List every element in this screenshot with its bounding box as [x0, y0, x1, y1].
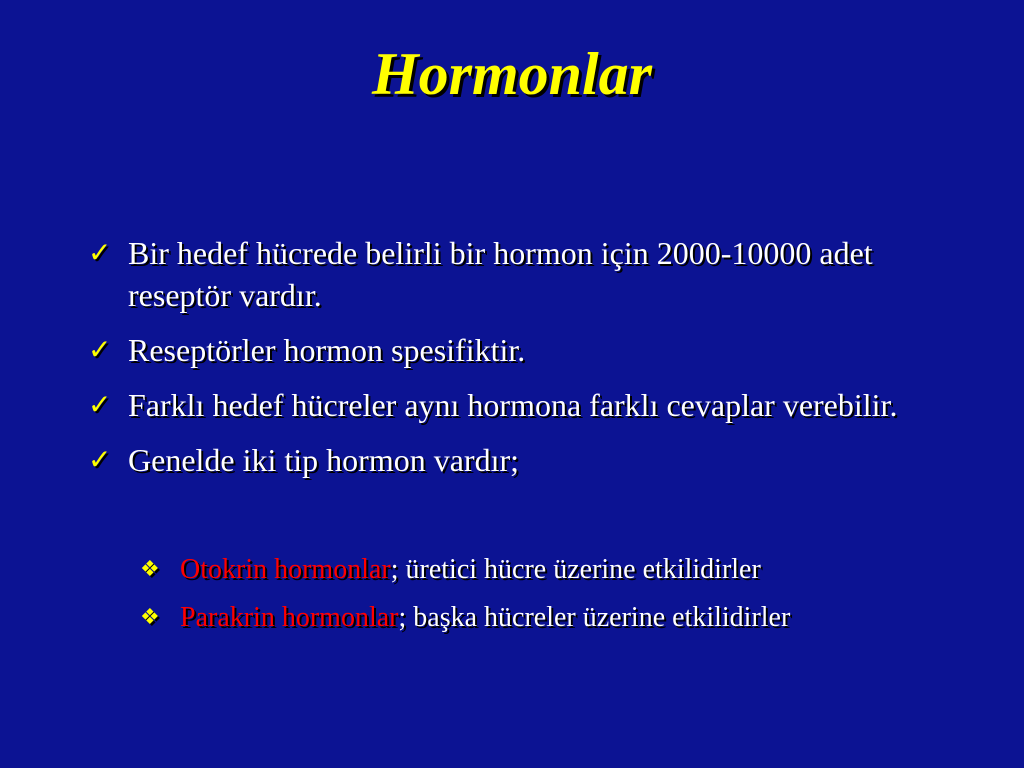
sub-bullet-text: ; üretici hücre üzerine etkilidirler: [390, 554, 761, 585]
bullet-text: Genelde iki tip hormon vardır;: [128, 442, 520, 478]
bullet-text: Farklı hedef hücreler aynı hormona farklı cevaplar verebilir.: [128, 387, 898, 423]
sub-bullet-item: [140, 553, 990, 587]
sub-bullet-term: Parakrin hormonlar: [180, 602, 399, 633]
bullet-item: [88, 329, 958, 371]
bullet-text: Bir hedef hücrede belirli bir hormon için 2000-10000 adet reseptör vardır.: [128, 235, 873, 313]
sub-bullet-list: [140, 553, 990, 649]
checkmark-icon: ✓: [88, 443, 112, 476]
bullet-text: Reseptörler hormon spesifiktir.: [128, 332, 526, 368]
sub-bullet-term: Otokrin hormonlar: [180, 554, 391, 585]
bullet-item: [88, 439, 958, 481]
checkmark-icon: ✓: [88, 388, 112, 421]
checkmark-icon: ✓: [88, 236, 112, 269]
four-diamond-icon: ❖: [140, 557, 160, 582]
bullet-item: [88, 232, 958, 316]
bullet-list: [88, 232, 958, 494]
four-diamond-icon: ❖: [140, 605, 160, 630]
slide-title: Hormonlar: [371, 41, 653, 107]
sub-bullet-item: [140, 601, 990, 635]
sub-bullet-text: ; başka hücreler üzerine etkilidirler: [398, 602, 791, 633]
checkmark-icon: ✓: [88, 333, 112, 366]
bullet-item: [88, 384, 958, 426]
